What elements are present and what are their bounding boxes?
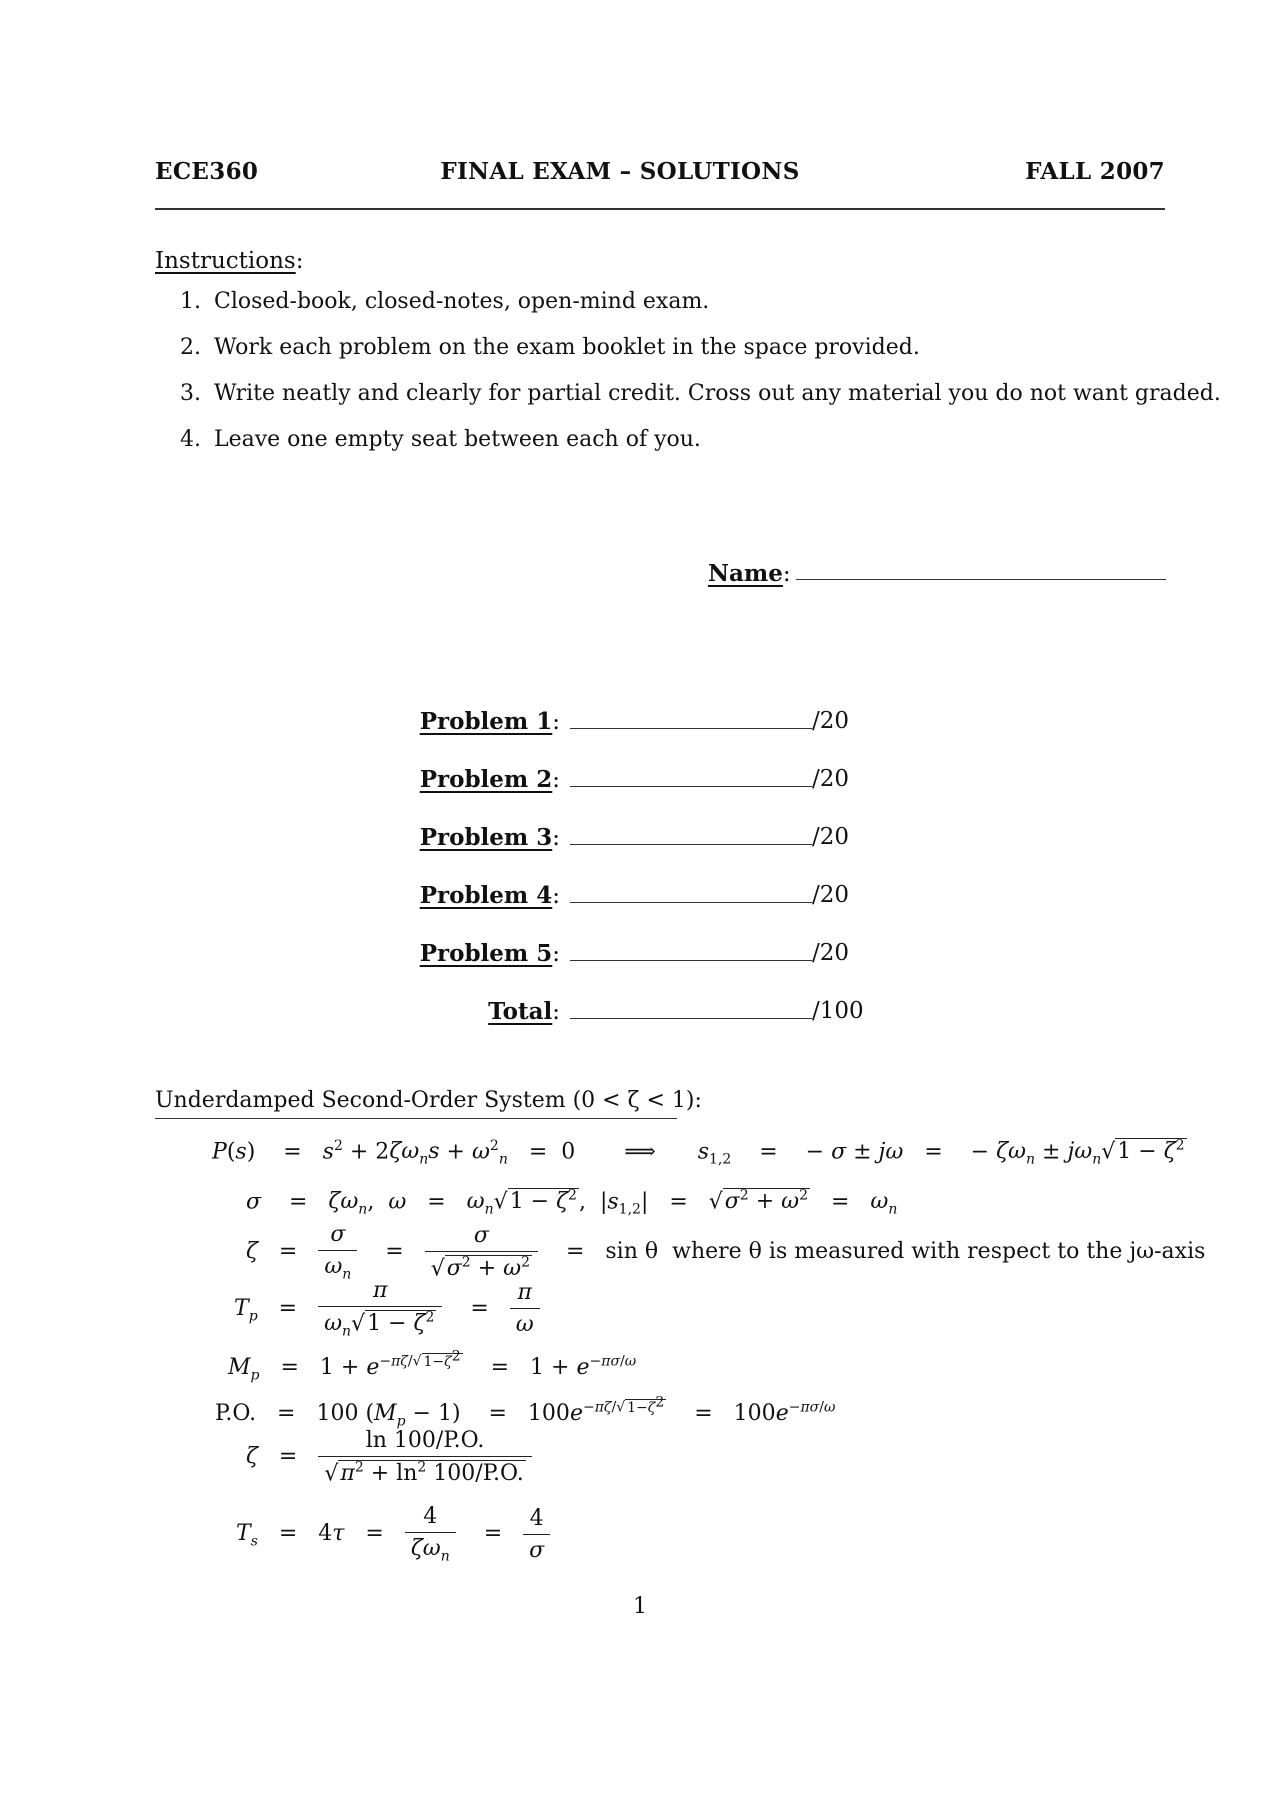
score-label-text: Problem 1 — [419, 708, 553, 735]
score-line[interactable] — [570, 902, 812, 903]
header-rule — [155, 208, 1165, 210]
instruction-text: Leave one empty seat between each of you. — [214, 427, 701, 452]
instruction-item — [180, 334, 1180, 380]
score-max: /20 — [812, 766, 850, 792]
section-title: Underdamped Second-Order System (0 < ζ < 1): — [155, 1088, 702, 1113]
score-row-problem-1 — [0, 708, 1280, 738]
instruction-number: 4. — [180, 427, 201, 452]
score-line[interactable] — [570, 844, 812, 845]
score-max: /20 — [812, 940, 850, 966]
score-label-text: Problem 2 — [419, 766, 553, 793]
score-label: Problem 5: — [419, 940, 560, 967]
score-label: Problem 2: — [419, 766, 560, 793]
score-line[interactable] — [570, 728, 812, 729]
section-title-underline — [155, 1118, 677, 1119]
instruction-item — [180, 426, 1180, 472]
instruction-text: Write neatly and clearly for partial credit. Cross out any material you do not want graded. — [214, 381, 1221, 406]
formula-sigma-omega: σ = $\zeta\omega_n$, $\omega = \omega_n√1 - \zeta^2$, $|s_{1,2}| = √\sigma^2 + \omega^2 = \omega_n$ — [246, 1188, 898, 1218]
score-max: /20 — [812, 708, 850, 734]
formula-settling-time: $T_s = 4\tau$ = $\frac{4}{\zeta\omega_n}$ = $\frac{4}{\sigma}$ — [236, 1504, 550, 1564]
instruction-text: Closed-book, closed-notes, open-mind exam. — [214, 289, 710, 314]
formula-zeta-from-po: ζ = $\frac{\ln 100/P.O.}{√\pi^2 + \ln^2 100/P.O.}$ — [246, 1428, 532, 1486]
score-max: /20 — [812, 882, 850, 908]
score-line[interactable] — [570, 960, 812, 961]
formula-peak-magnitude: $M_p = 1 + e^{-\pi\zeta/√ 1-\zeta^2}$ = $1 + e^{-\pi\sigma/\omega}$ — [228, 1348, 637, 1384]
instruction-item — [180, 288, 1180, 334]
name-label-text: Name — [708, 560, 783, 587]
score-row-problem-5 — [0, 940, 1280, 970]
formula-zeta: ζ = $\frac{\sigma}{\omega_n}$ = $\frac{\sigma}{√\sigma^2 + \omega^2}$ = sin θ where θ is measured with respect to the jω-axis — [246, 1222, 1206, 1283]
score-max: /20 — [812, 824, 850, 850]
score-label: Total: — [488, 998, 560, 1025]
score-label: Problem 1: — [419, 708, 560, 735]
score-label-text: Problem 5 — [419, 940, 553, 967]
instruction-number: 3. — [180, 381, 201, 406]
instruction-item — [180, 380, 1221, 426]
formula-peak-time: $T_p$ = $\frac{\pi}{\omega_n√1 - \zeta^2}$ = $\frac{\pi}{\omega}$ — [234, 1278, 540, 1340]
score-max: /100 — [812, 998, 864, 1024]
where-text: where θ is measured with respect to the jω-axis — [672, 1239, 1206, 1265]
page-number: 1 — [633, 1594, 647, 1619]
score-label-text: Problem 3 — [419, 824, 553, 851]
score-line[interactable] — [570, 1018, 812, 1019]
name-input-line[interactable] — [796, 579, 1166, 580]
ln-numerator: ln 100/P.O. — [318, 1428, 531, 1457]
course-code: ECE360 — [155, 158, 259, 185]
score-row-problem-3 — [0, 824, 1280, 854]
exam-term: FALL 2007 — [1025, 158, 1165, 185]
formula-characteristic-polynomial: P(s) = $s^2 + 2\zeta\omega_ns + \omega^2_n = 0$ ⟹ $s_{1,2}$ = − σ ± jω = − $\zeta\omega_n \pm j\omega_n√1 - \zeta^2$ — [212, 1138, 1185, 1168]
name-label: Name: — [708, 560, 791, 587]
score-row-problem-4 — [0, 882, 1280, 912]
score-row-problem-2 — [0, 766, 1280, 796]
score-label: Problem 3: — [419, 824, 560, 851]
formula-percent-overshoot: P.O. = 100 $(M_p - 1)$ = $100e^{-\pi\zeta/√ 1-\zeta^2}$ = $100e^{-\pi\sigma/\omega}$ — [215, 1394, 836, 1430]
instructions-list — [180, 288, 1221, 472]
score-line[interactable] — [570, 786, 812, 787]
score-label: Problem 4: — [419, 882, 560, 909]
exam-title: FINAL EXAM – SOLUTIONS — [440, 158, 800, 185]
instruction-text: Work each problem on the exam booklet in the space provided. — [214, 335, 920, 360]
instruction-number: 1. — [180, 289, 201, 314]
score-label-text: Problem 4 — [419, 882, 553, 909]
sin-theta-text: sin θ — [605, 1239, 659, 1265]
instruction-number: 2. — [180, 335, 201, 360]
po-label: P.O. — [215, 1400, 257, 1426]
instructions-heading: Instructions: — [155, 248, 304, 274]
score-row-total — [0, 998, 1280, 1028]
instructions-title: Instructions — [155, 248, 296, 274]
score-label-text: Total — [488, 998, 553, 1025]
